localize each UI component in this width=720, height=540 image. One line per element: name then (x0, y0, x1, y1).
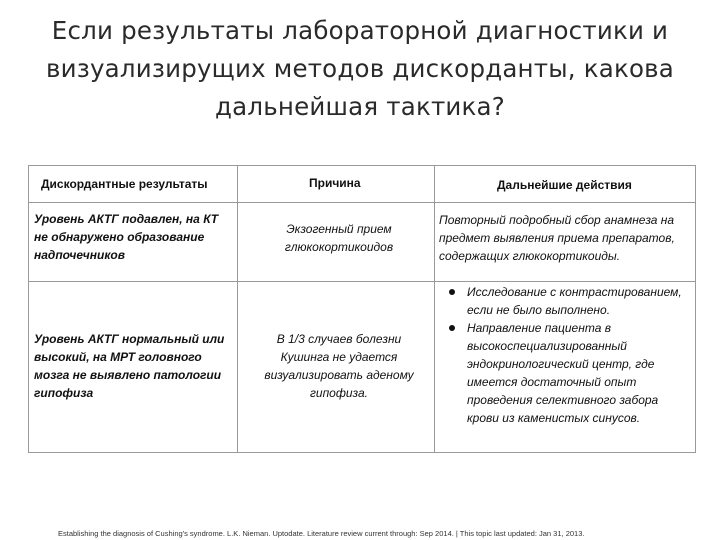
title-line-2: визуализирущих методов дискорданты, какова (45, 54, 675, 83)
discordance-table (28, 165, 696, 453)
header-further-actions: Дальнейшие действия (497, 178, 632, 192)
row2-cause: В 1/3 случаев болезни Кушинга не удается визуализировать аденому гипофиза. (264, 332, 414, 400)
row1-cause: Экзогенный прием глюкокортикоидов (284, 222, 394, 254)
column-divider-1 (237, 166, 238, 452)
row-divider (29, 281, 695, 282)
row2-result: Уровень АКТГ нормальный или высокий, на МРТ головного мозга не выявлено патологии гипофиза (34, 332, 225, 400)
row2-actions (445, 283, 693, 427)
list-item (445, 283, 693, 319)
header-discordant-results: Дискордантные результаты (41, 177, 208, 191)
row1-result: Уровень АКТГ подавлен, на КТ не обнаружено образование надпочечников (34, 212, 219, 262)
row1-action: Повторный подробный сбор анамнеза на предмет выявления приема препаратов, содержащих глюкокортикоиды. (439, 213, 675, 263)
header-divider (29, 202, 695, 203)
row2-action-1: Исследование с контрастированием, если не было выполнено. (467, 285, 682, 317)
bullet-icon (449, 325, 455, 331)
row2-action-2: Направление пациента в высокоспециализированный эндокринологический центр, где имеется достаточный опыт проведения селективного забора крови из каменистых синусов. (467, 321, 659, 425)
list-item (445, 319, 693, 427)
source-footnote: Establishing the diagnosis of Cushing's syndrome. L.K. Nieman. Uptodate. Literature review current through: Sep 2014. | This topic last updated: Jan 31, 2013. (58, 529, 585, 538)
title-line-1: Если результаты лабораторной диагностики и (51, 16, 669, 45)
column-divider-2 (434, 166, 435, 452)
slide-title (20, 12, 700, 126)
bullet-icon (449, 289, 455, 295)
header-cause: Причина (309, 176, 361, 190)
title-line-3: дальнейшая тактика? (215, 92, 505, 121)
